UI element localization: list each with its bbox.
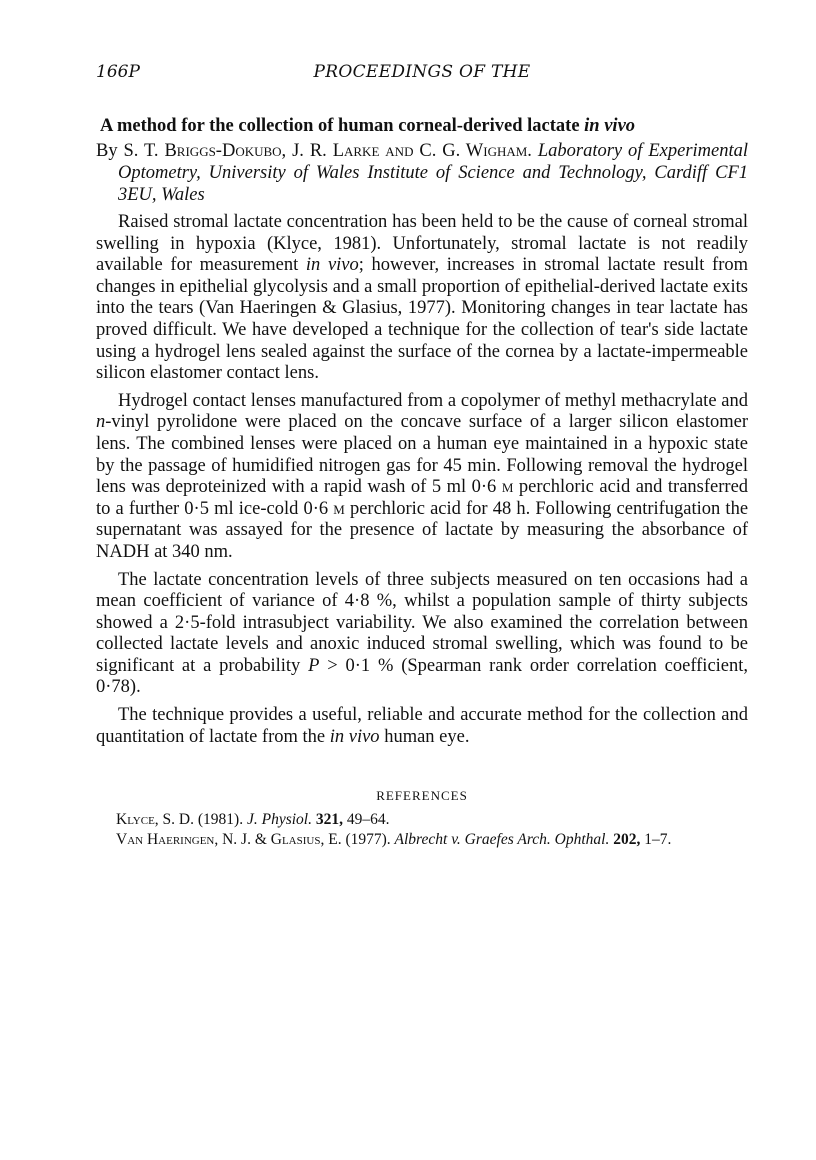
page-header bbox=[96, 62, 748, 86]
running-head: PROCEEDINGS OF THE bbox=[313, 62, 531, 82]
references-heading: REFERENCES bbox=[376, 788, 468, 804]
paragraph-1: Raised stromal lactate concentration has been held to be the cause of corneal stromal swelling in hypoxia (Klyce, 1981). Unfortunately, stromal lactate is not readily available for measurement in vivo; however, increases in stromal lactate result from changes in epithelial glycolysis and a small proportion of epithelial-derived lactate exits into the tears (Van Haeringen & Glasius, 1977). Monitoring changes in tear lactate has proved difficult. We have developed a technique for the collection of tear's side lactate using a hydrogel lens sealed against the surface of the cornea by a lactate-impermeable silicon elastomer contact lens. bbox=[96, 212, 748, 384]
author-line bbox=[96, 140, 748, 206]
authors-prefix: By bbox=[96, 141, 118, 161]
article-body bbox=[96, 114, 748, 850]
paragraph-4: The technique provides a useful, reliable and accurate method for the collection and quantitation of lactate from the in vivo human eye. bbox=[96, 705, 748, 747]
author-names: S. T. Briggs-Dokubo, J. R. Larke and C. G. Wigham. bbox=[123, 141, 532, 161]
title-italic: in vivo bbox=[584, 116, 636, 136]
page-number: 166P bbox=[96, 62, 140, 82]
paragraph-2: Hydrogel contact lenses manufactured from a copolymer of methyl methacrylate and n-vinyl pyrolidone were placed on the concave surface of a larger silicon elastomer lens. The combined lenses were placed on a human eye maintained in a hypoxic state by the passage of humidified nitrogen gas for 45 min. Following removal the hydrogel lens was deproteinized with a rapid wash of 5 ml 0·6 m perchloric acid and transferred to a further 0·5 ml ice-cold 0·6 m perchloric acid for 48 h. Following centrifugation the supernatant was assayed for the presence of lactate by measuring the absorbance of NADH at 340 nm. bbox=[96, 390, 749, 562]
paragraph-3: The lactate concentration levels of three subjects measured on ten occasions had a mean coefficient of variance of 4·8 %, whilst a population sample of thirty subjects showed a 2·5-fold intrasubject variability. We also examined the correlation between collected lactate levels and anoxic induced stromal swelling, which was found to be significant at a probability P > 0·1 % (Spearman rank order correlation coefficient, 0·78). bbox=[96, 569, 749, 698]
reference-item: Klyce, S. D. (1981). J. Physiol. 321, 49–64. bbox=[116, 811, 390, 829]
reference-item: Van Haeringen, N. J. & Glasius, E. (1977). Albrecht v. Graefes Arch. Ophthal. 202, 1–7. bbox=[116, 831, 672, 849]
article-title: A method for the collection of human corneal-derived lactate in vivo bbox=[100, 116, 636, 136]
affiliation: Laboratory of Experimental Optometry, University of Wales Institute of Science and Technology, Cardiff CF1 3EU, Wales bbox=[118, 141, 749, 205]
